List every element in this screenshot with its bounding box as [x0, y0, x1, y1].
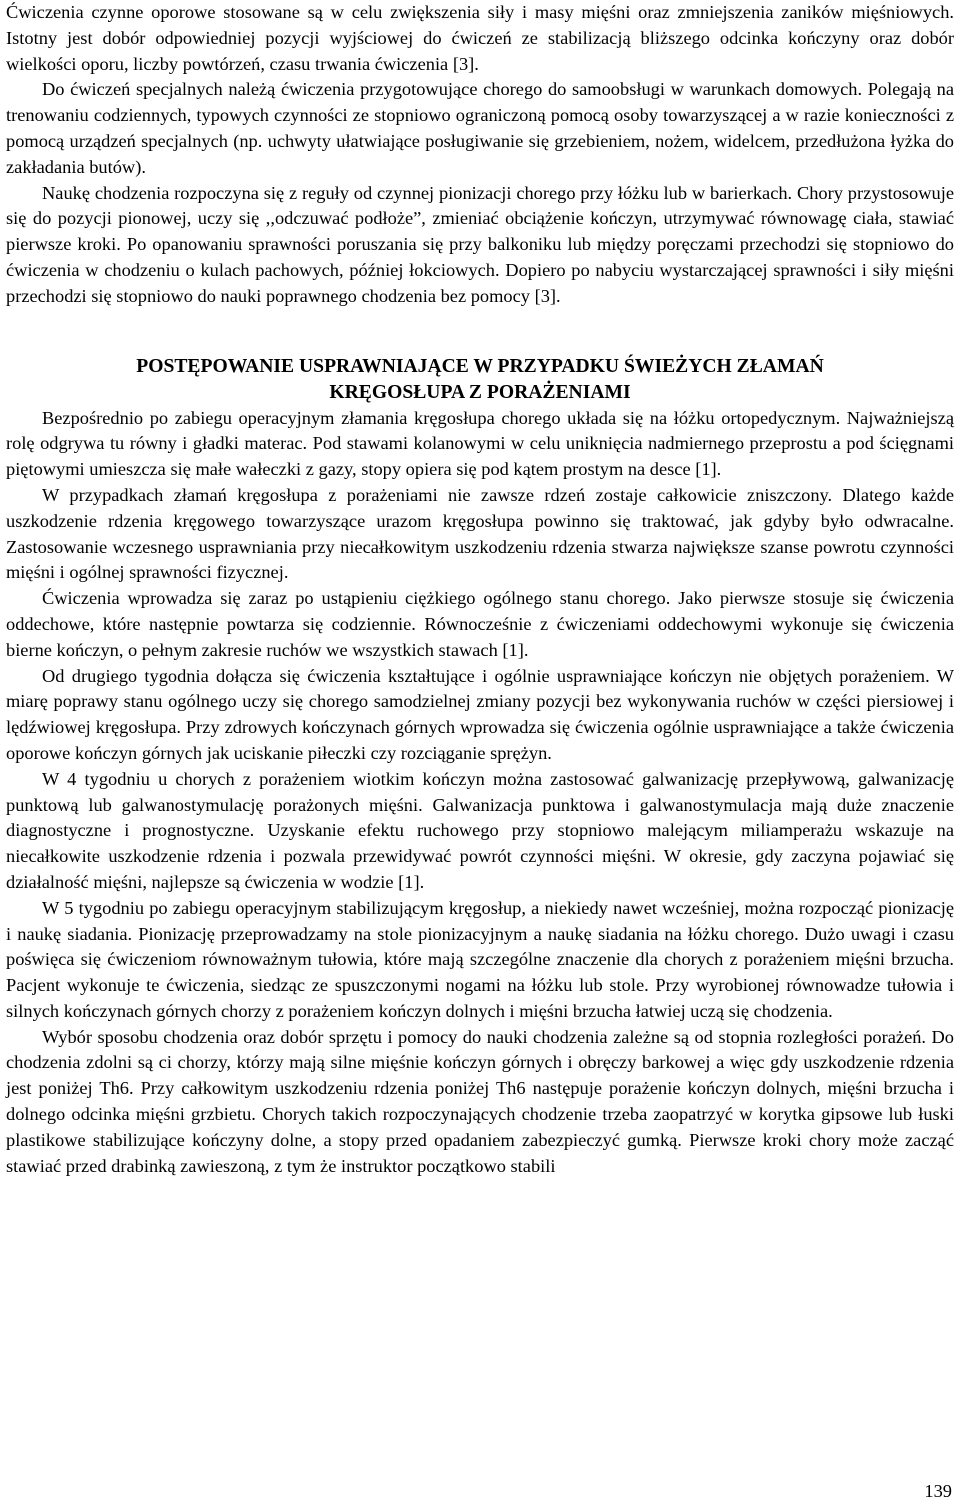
paragraph-walking-training: Naukę chodzenia rozpoczyna się z reguły od czynnej pionizacji chorego przy łóżku lub w barierkach. Chory przystosowuje się do pozycji pionowej, uczy się ,,odczuwać podłoże”, zmieniać obciążenie kończyn, utrzymywać równowagę ciała, stawiać pierwsze kroki. Po opanowaniu sprawności poruszania się przy balkoniku lub między poręczami przechodzi się stopniowo do ćwiczenia w chodzeniu o kulach pachowych, później łokciowych. Dopiero po nabyciu wystarczającej sprawności i siły mięśni przechodzi się stopniowo do nauki poprawnego chodzenia bez pomocy [3]. [6, 182, 954, 306]
paragraph-fourth-week: W 4 tygodniu u chorych z porażeniem wiotkim kończyn można zastosować galwanizację przepływową, galwanizację punktową lub galwanostymulację porażonych mięśni. Galwanizacja punktowa i galwanostymulacja mają duże znaczenie diagnostyczne i prognostyczne. Uzyskanie efektu ruchowego przy stopniowo malejącym miliamperażu wskazuje na niecałkowite uszkodzenie rdzenia i pozwala przewidywać powrót czynności mięśni. W okresie, gdy zaczyna pojawiać się działalność mięśni, najlepsze są ćwiczenia w wodzie [1]. [6, 768, 954, 892]
section-heading-line-2: KRĘGOSŁUPA Z PORAŻENIAMI [329, 381, 631, 403]
paragraph-spinal-cord-damage: W przypadkach złamań kręgosłupa z porażeniami nie zawsze rdzeń zostaje całkowicie zniszczony. Dlatego każde uszkodzenie rdzenia kręgowego towarzyszące urazom kręgosłupa powinno się traktować, jak gdyby było odwracalne. Zastosowanie wczesnego usprawniania przy niecałkowitym uszkodzeniu rdzenia stwarza największe szanse powrotu czynności mięśni i ogólnej sprawności fizycznej. [6, 484, 954, 583]
document-page [6, 0, 954, 1179]
paragraph-second-week: Od drugiego tygodnia dołącza się ćwiczenia kształtujące i ogólnie usprawniające kończyn nie objętych porażeniem. W miarę poprawy stanu ogólnego uczy się chorego samodzielnej zmiany pozycji bez wykonywania ruchów w części piersiowej i lędźwiowej kręgosłupa. Przy zdrowych kończynach górnych wprowadza się ćwiczenia ogólnie usprawniające a także ćwiczenia oporowe kończyn górnych jak uciskanie piłeczki czy rozciąganie sprężyn. [6, 665, 954, 763]
paragraph-special-exercises: Do ćwiczeń specjalnych należą ćwiczenia przygotowujące chorego do samoobsługi w warunkach domowych. Polegają na trenowaniu codziennych, typowych czynności ze stopniowo ograniczoną pomocą osoby towarzyszącej a w razie konieczności z pomocą urządzeń specjalnych (np. uchwyty ułatwiające posługiwanie się grzebieniem, nożem, widelcem, przedłużona łyżka do zakładania butów). [6, 79, 954, 177]
page-number: 139 [924, 1481, 952, 1501]
paragraph-fifth-week: W 5 tygodniu po zabiegu operacyjnym stabilizującym kręgosłup, a niekiedy nawet wcześniej, można rozpocząć pionizację i naukę siadania. Pionizację przeprowadzamy na stole pionizacyjnym a naukę siadania na łóżku chorego. Dużo uwagi i czasu poświęca się ćwiczeniom równoważnym tułowia, które mają szczególne znaczenie dla chorych z porażeniem mięśni brzucha. Pacjent wykonuje te ćwiczenia, siedząc ze spuszczonymi nogami na łóżku lub stole. Przy wyrobionej równowadze tułowia i silnych kończynach górnych chorzy z porażeniem kończyn dolnych i mięśni brzucha łatwiej uczą się chodzenia. [6, 897, 954, 1021]
paragraph-walking-method: Wybór sposobu chodzenia oraz dobór sprzętu i pomocy do nauki chodzenia zależne są od stopnia rozległości porażeń. Do chodzenia zdolni są ci chorzy, którzy mają silne mięśnie kończyn górnych i obręczy barkowej a więc gdy uszkodzenie rdzenia jest poniżej Th6. Przy całkowitym uszkodzeniu rdzenia poniżej Th6 następuje porażenie kończyn dolnych, mięśni brzucha i dolnego odcinka mięśni grzbietu. Chorych takich rozpoczynających chodzenie trzeba zaopatrzyć w korytka gipsowe lub łuski plastikowe stabilizujące kończyny dolne, a stopy przed opadaniem zabezpieczyć gumką. Pierwsze kroki chory może zacząć stawiać przed drabinką zawieszoną, z tym że instruktor początkowo stabili [6, 1026, 954, 1176]
paragraph-resistance-exercises: Ćwiczenia czynne oporowe stosowane są w celu zwiększenia siły i masy mięśni oraz zmniejszenia zaników mięśniowych. Istotny jest dobór odpowiedniej pozycji wyjściowej do ćwiczeń ze stabilizacją bliższego odcinka kończyny oraz dobór wielkości oporu, liczby powtórzeń, czasu trwania ćwiczenia [3]. [6, 2, 954, 74]
section-spacer [6, 310, 954, 354]
section-heading-line-1: POSTĘPOWANIE USPRAWNIAJĄCE W PRZYPADKU ŚWIEŻYCH ZŁAMAŃ [136, 355, 824, 377]
paragraph-breathing-exercises: Ćwiczenia wprowadza się zaraz po ustąpieniu ciężkiego ogólnego stanu chorego. Jako pierwsze stosuje się ćwiczenia oddechowe, które następnie powtarza się codziennie. Równocześnie z ćwiczeniami oddechowymi wykonuje się ćwiczenia bierne kończyn, o pełnym zakresie ruchów we wszystkich stawach [1]. [6, 588, 954, 660]
paragraph-post-surgery-positioning: Bezpośrednio po zabiegu operacyjnym złamania kręgosłupa chorego układa się na łóżku ortopedycznym. Najważniejszą rolę odgrywa tu równy i gładki materac. Pod stawami kolanowymi w celu uniknięcia nadmiernego przeprostu a pod ścięgnami piętowymi umieszcza się małe wałeczki z gazy, stopy opiera się pod kątem prostym na desce [1]. [6, 407, 954, 480]
